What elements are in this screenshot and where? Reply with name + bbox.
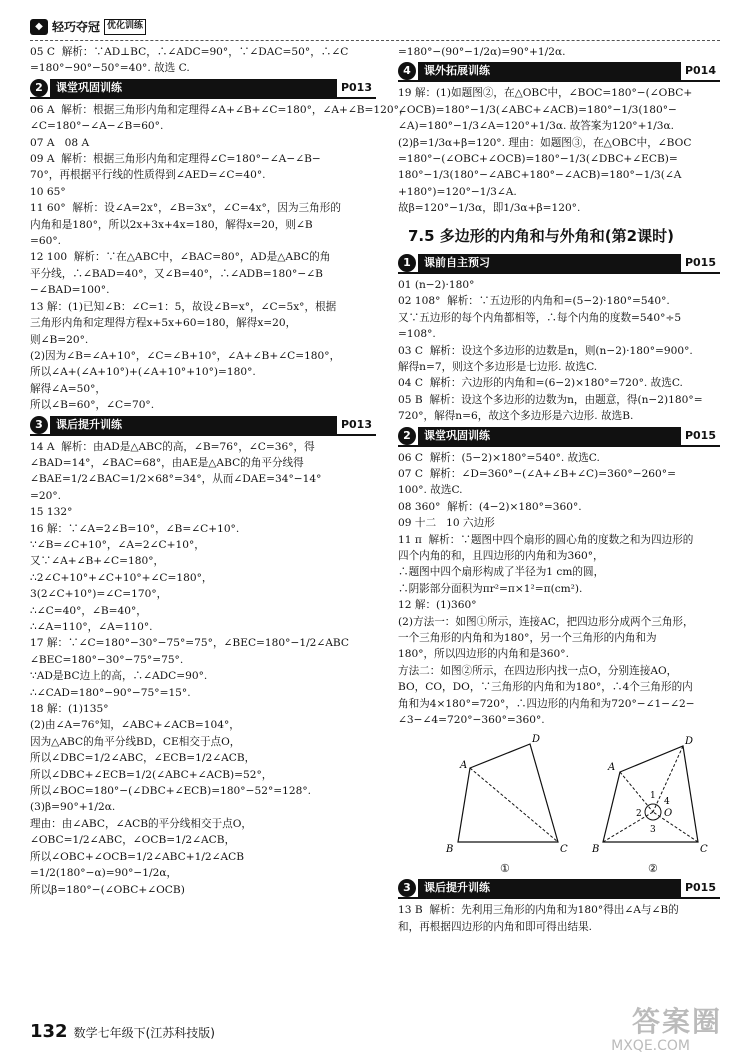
text-line: =180°−(∠OBC+∠OCB)=180°−1/3(∠DBC+∠ECB)= xyxy=(398,153,678,166)
text-line: 解得∠A=50°， xyxy=(30,382,106,395)
text-line: =60°. xyxy=(30,235,62,248)
text-line: ∴∠A=110°，∠A=110°. xyxy=(30,621,153,633)
text-line: 13 解：(1)已知∠B：∠C=1：5，故设∠B=x°，∠C=5x°，根据 xyxy=(30,300,337,313)
text-line: =180°−(90°−1/2α)=90°+1/2α. xyxy=(398,46,566,58)
text-line: 解得n=7，则这个多边形是七边形. 故选C. xyxy=(398,360,598,373)
text-line: 12 解：(1)360° xyxy=(398,599,477,612)
text-line: 所以∠DBC=1/2∠ABC，∠ECB=1/2∠ACB， xyxy=(30,752,256,765)
text-line: 07 C 解析：∠D=360°−(∠A+∠B+∠C)=360°−260°= xyxy=(398,467,676,480)
text-line: (2)方法一：如图①所示，连接AC，把四边形分成两个三角形， xyxy=(398,615,694,628)
label-c: C xyxy=(700,844,708,856)
text-line: 15 132° xyxy=(30,506,73,519)
page-footer xyxy=(30,1018,215,1046)
text-line: 70°，再根据平行线的性质得到∠AED=∠C=40°. xyxy=(30,169,266,182)
quadrilateral-figures xyxy=(398,732,720,877)
text-line: 05 B 解析：设这个多边形的边数为n，由题意，得(n−2)180°= xyxy=(398,393,703,406)
text-line: 19 解：(1)如题图②，在△OBC中，∠BOC=180°−(∠OBC+ xyxy=(398,87,693,100)
label-o: O xyxy=(664,808,673,820)
quad-outline xyxy=(458,744,558,842)
label-d: D xyxy=(685,736,694,748)
text-line: 平分线，∴∠BAD=40°，又∠B=40°，∴∠ADB=180°−∠B xyxy=(30,267,323,280)
text-line: (2)β=1/3α+β=120°. 理由：如题图③，在△OBC中，∠BOC xyxy=(398,136,692,149)
section-number: 1 xyxy=(398,254,416,272)
text-line: 11 π 解析：∵题图中四个扇形的圆心角的度数之和为四边形的 xyxy=(398,533,694,546)
text-line: 又∵∠A+∠B+∠C=180°， xyxy=(30,555,165,568)
answer-block xyxy=(398,902,720,935)
text-line: =1/2(180°−α)=90°−1/2α， xyxy=(30,867,178,880)
section-page: P015 xyxy=(681,879,720,897)
text-line: ∠BEC=180°−30°−75°=75°. xyxy=(30,653,184,666)
answer-block xyxy=(398,85,720,216)
section-page: P013 xyxy=(337,416,376,434)
text-line: 06 C 解析：(5−2)×180°=540°. 故选C. xyxy=(398,451,600,464)
section-title: 课后提升训练 xyxy=(418,879,681,897)
text-line: 09 A 解析：根据三角形内角和定理得∠C=180°−∠A−∠B− xyxy=(30,153,321,166)
text-line: =180°−90°−50°=40°. 故选 C. xyxy=(30,62,190,75)
text-line: 14 A 解析：由AD是△ABC的高，∠B=76°，∠C=36°，得 xyxy=(30,440,315,453)
section-number: 4 xyxy=(398,62,416,80)
angle-4: 4 xyxy=(664,797,670,808)
section-page: P015 xyxy=(681,254,720,272)
figure-1 xyxy=(445,734,568,875)
figures xyxy=(398,732,720,877)
text-line: 18 解：(1)135° xyxy=(30,703,109,716)
brand-icon: ◆ xyxy=(30,19,48,35)
text-line: 和，再根据四边形的内角和即可得出结果. xyxy=(398,920,593,933)
text-line: 180°−1/3(180°−∠ABC+180°−∠ACB)=180°−1/3(∠A xyxy=(398,169,682,182)
text-line: 01 (n−2)·180° xyxy=(398,278,475,291)
text-line: (2)由∠A=76°知，∠ABC+∠ACB=104°， xyxy=(30,719,240,732)
section-header xyxy=(398,62,720,82)
right-column xyxy=(398,44,720,935)
label-d: D xyxy=(532,734,541,746)
left-column xyxy=(30,44,410,898)
text-line: 12 100 解析：∵在△ABC中，∠BAC=80°，AD是△ABC的角 xyxy=(30,251,331,264)
text-line: 17 解：∵∠C=180°−30°−75°=75°，∠BEC=180°−1/2∠ABC xyxy=(30,637,349,650)
caption-1: ① xyxy=(500,862,510,876)
section-title: 课堂巩固训练 xyxy=(418,427,681,445)
text-line: 理由：由∠ABC，∠ACB的平分线相交于点O， xyxy=(30,817,253,830)
text-line: 11 60° 解析：设∠A=2x°，∠B=3x°，∠C=4x°，因为三角形的 xyxy=(30,202,341,215)
text-line: 07 A 08 A xyxy=(30,136,90,149)
right-pre-block xyxy=(398,44,720,60)
figure-2 xyxy=(591,736,708,875)
answer-block xyxy=(398,450,720,729)
text-line: ∵AD是BC边上的高，∴∠ADC=90°. xyxy=(30,670,208,683)
text-line: 一个三角形的内角和为180°，另一个三角形的内角和为 xyxy=(398,632,657,645)
text-line: −∠BAD=100°. xyxy=(30,284,110,297)
text-line: BO，CO，DO，∵三角形的内角和为180°，∴4个三角形的内 xyxy=(398,681,693,694)
label-b: B xyxy=(446,844,454,856)
text-line: 所以∠OBC+∠OCB=1/2∠ABC+1/2∠ACB xyxy=(30,850,245,863)
angle-2: 2 xyxy=(636,809,642,820)
brand-subtitle: 优化训练 xyxy=(104,19,146,35)
text-line: (3)β=90°+1/2α. xyxy=(30,801,116,814)
text-line: 因为△ABC的角平分线BD，CE相交于点O， xyxy=(30,735,241,748)
watermark-url: MXQE.COM xyxy=(611,1038,690,1054)
label-a: A xyxy=(460,760,468,772)
section-header xyxy=(30,79,376,99)
text-line: ∠3−∠4=720°−360°=360°. xyxy=(398,714,545,727)
answer-block xyxy=(398,277,720,425)
watermark: 答案圈 xyxy=(631,1005,722,1038)
angle-3: 3 xyxy=(650,825,656,836)
left-pre-block xyxy=(30,44,376,77)
text-line: 三角形内角和定理得方程x+5x+60=180，解得x=20， xyxy=(30,317,297,330)
section-title: 课外拓展训练 xyxy=(418,62,681,80)
answer-block xyxy=(30,102,410,414)
text-line: 所以∠DBC+∠ECB=1/2(∠ABC+∠ACB)=52°， xyxy=(30,768,273,781)
text-line: 又∵五边形的每个内角都相等，∴每个内角的度数=540°÷5 xyxy=(398,311,682,324)
label-b: B xyxy=(592,844,600,856)
section-number: 3 xyxy=(398,879,416,897)
text-line: 所以β=180°−(∠OBC+∠OCB) xyxy=(30,883,185,896)
label-c: C xyxy=(560,844,568,856)
angle-1: 1 xyxy=(650,791,656,802)
text-line: ∠BAE=1/2∠BAC=1/2×68°=34°，从而∠DAE=34°−14° xyxy=(30,473,322,486)
text-line: 02 108° 解析：∵五边形的内角和=(5−2)·180°=540°. xyxy=(398,295,670,308)
section-number: 2 xyxy=(398,427,416,445)
text-line: =108°. xyxy=(398,328,436,341)
text-line: 所以∠A+(∠A+10°)+(∠A+10°+10°)=180°. xyxy=(30,366,256,379)
section-header xyxy=(398,879,720,899)
text-line: 四个内角的和，且四边形的内角和为360°， xyxy=(398,550,604,562)
text-line: ∴题图中四个扇形构成了半径为1 cm的圆， xyxy=(398,566,605,579)
text-line: 10 65° xyxy=(30,185,66,198)
text-line: 13 B 解析：先利用三角形的内角和为180°得出∠A与∠B的 xyxy=(398,904,679,917)
text-line: 则∠B=20°. xyxy=(30,333,89,346)
text-line: ∴∠C=40°，∠B=40°， xyxy=(30,604,147,617)
page-number: 132 xyxy=(30,1021,68,1042)
section-header xyxy=(398,254,720,274)
section-header xyxy=(30,416,376,436)
section-title: 课前自主预习 xyxy=(418,254,681,272)
section-title: 课后提升训练 xyxy=(50,416,337,434)
text-line: 720°，解得n=6，故这个多边形是六边形. 故选B. xyxy=(398,410,634,423)
section-title: 课堂巩固训练 xyxy=(50,79,337,97)
brand-logo xyxy=(30,18,146,37)
text-line: 08 360° 解析：(4−2)×180°=360°. xyxy=(398,500,582,513)
text-line: ∠OCB)=180°−1/3(∠ABC+∠ACB)=180°−1/3(180°− xyxy=(398,103,677,116)
lesson-title: 7.5 多边形的内角和与外角和(第2课时) xyxy=(408,226,674,245)
text-line: 03 C 解析：设这个多边形的边数是n，则(n−2)·180°=900°. xyxy=(398,344,693,357)
text-line: ∠A)=180°−1/3∠A=120°+1/3α. 故答案为120°+1/3α. xyxy=(398,120,675,133)
text-line: 角和为4×180°=720°，∴四边形的内角和为720°−∠1−∠2− xyxy=(398,697,695,710)
section-number: 2 xyxy=(30,79,48,97)
text-line: ∠OBC=1/2∠ABC，∠OCB=1/2∠ACB， xyxy=(30,834,236,847)
text-line: 16 解：∵∠A=2∠B=10°，∠B=∠C+10°. xyxy=(30,522,240,535)
text-line: 3(2∠C+10°)=∠C=170°， xyxy=(30,588,168,601)
answer-block xyxy=(30,439,376,898)
section-header xyxy=(398,427,720,447)
text-line: 09 十二 10 六边形 xyxy=(398,517,495,530)
text-line: ∴阴影部分面积为πr²=π×1²=π(cm²). xyxy=(398,582,583,595)
text-line: ∵∠B=∠C+10°，∠A=2∠C+10°， xyxy=(30,538,205,551)
text-line: +180°)=120°−1/3∠A. xyxy=(398,185,517,198)
diagonal-ac xyxy=(470,768,558,842)
text-line: 06 A 解析：根据三角形内角和定理得∠A+∠B+∠C=180°，∠A+∠B=120°， xyxy=(30,103,410,116)
label-a: A xyxy=(608,762,616,774)
page-header xyxy=(30,18,720,41)
caption-2: ② xyxy=(648,862,658,876)
text-line: 04 C 解析：六边形的内角和=(6−2)×180°=720°. 故选C. xyxy=(398,377,683,390)
text-line: 内角和是180°，所以2x+3x+4x=180，解得x=20，则∠B xyxy=(30,218,313,231)
text-line: ∠C=180°−∠A−∠B=60°. xyxy=(30,120,164,133)
text-line: 所以∠B=60°，∠C=70°. xyxy=(30,399,155,412)
text-line: 100°. 故选C. xyxy=(398,484,463,497)
text-line: 故β=120°−1/3α，即1/3α+β=120°. xyxy=(398,202,581,215)
section-page: P014 xyxy=(681,62,720,80)
text-line: ∴∠CAD=180°−90°−75°=15°. xyxy=(30,686,191,699)
text-line: ∴2∠C+10°+∠C+10°+∠C=180°， xyxy=(30,571,213,584)
text-line: 05 C 解析：∵AD⊥BC，∴∠ADC=90°，∵∠DAC=50°，∴∠C xyxy=(30,46,349,58)
segment-bo xyxy=(603,812,653,842)
book-title: 数学七年级下(江苏科技版) xyxy=(73,1026,215,1040)
text-line: 180°，所以四边形的内角和是360°. xyxy=(398,648,569,661)
section-page: P015 xyxy=(681,427,720,445)
text-line: (2)因为∠B=∠A+10°，∠C=∠B+10°，∠A+∠B+∠C=180°， xyxy=(30,349,341,362)
section-page: P013 xyxy=(337,79,376,97)
section-number: 3 xyxy=(30,416,48,434)
text-line: 所以∠BOC=180°−(∠DBC+∠ECB)=180°−52°=128°. xyxy=(30,785,312,798)
text-line: 方法二：如图②所示，在四边形内找一点O，分别连接AO， xyxy=(398,664,678,677)
brand-title: 轻巧夺冠 xyxy=(52,20,101,34)
text-line: =20°. xyxy=(30,489,62,502)
text-line: ∠BAD=14°，∠BAC=68°，由AE是△ABC的角平分线得 xyxy=(30,456,304,469)
